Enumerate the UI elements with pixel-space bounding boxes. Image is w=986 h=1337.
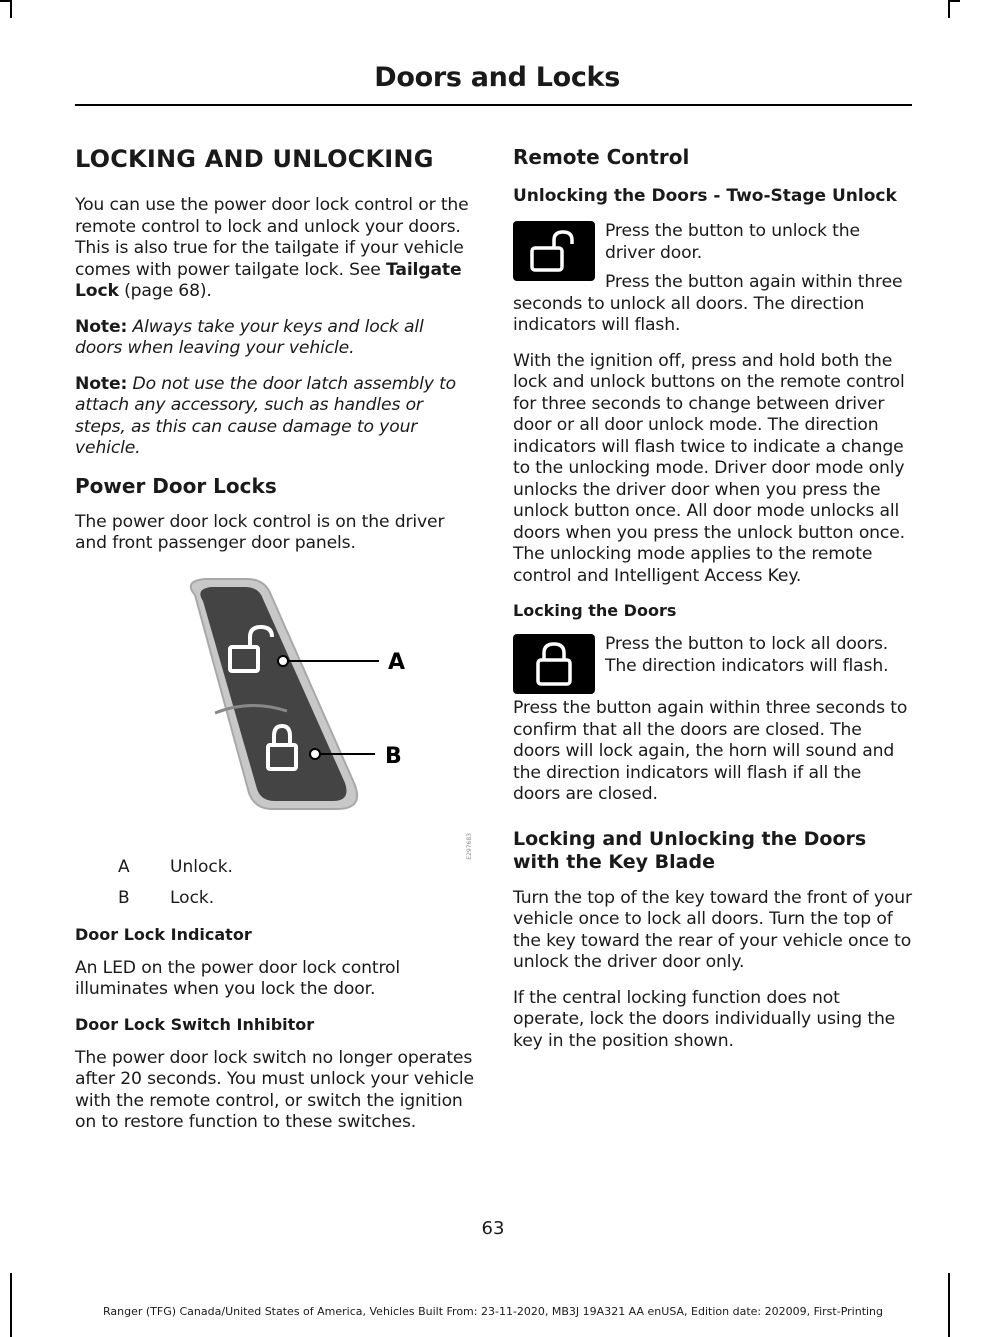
lock-icon (513, 634, 595, 694)
intro-paragraph: You can use the power door lock control or the remote control to lock and unlock your doors. This is also true for the tailgate if your vehicle comes with power tailgate lock. See Tailgate Lock (page 68). (75, 195, 469, 301)
unlock-text-3: With the ignition off, press and hold both the lock and unlock buttons on the remote control for three seconds to change between driver door or all door unlock mode. The direction indicators will flash twice to indicate a change to the unlocking mode. Driver door mode only unlocks the driver door when you press the unlock button once. All door mode unlocks all doors when you press the unlock button once. The unlocking mode applies to the remote control and Intelligent Access Key. (513, 350, 905, 586)
crop-mark (0, 0, 10, 2)
power-door-locks-text: The power door lock control is on the driver and front passenger door panels. (75, 511, 445, 553)
key-blade-heading: Locking and Unlocking the Doors with the Key Blade (513, 827, 867, 873)
unlock-text-1: Press the button to unlock the driver door. (605, 221, 860, 263)
unlock-block (513, 221, 913, 337)
lock-block (513, 634, 913, 677)
header-rule (75, 104, 912, 106)
crop-mark (10, 0, 12, 18)
switch-inhibitor-text: The power door lock switch no longer operates after 20 seconds. You must unlock your vehicle with the remote control, or switch the ignition on to restore function to these switches. (75, 1047, 474, 1132)
legend-row: B Lock. (118, 887, 215, 908)
remote-control-heading: Remote Control (513, 145, 690, 169)
legend-row: A Unlock. (118, 856, 233, 877)
page-header-title: Doors and Locks (374, 62, 620, 93)
label-b: B (385, 743, 402, 769)
locking-doors-heading: Locking the Doors (513, 601, 677, 620)
key-blade-text-2: If the central locking function does not operate, lock the doors individually using the key in the position shown. (513, 987, 896, 1051)
crop-mark (948, 0, 950, 18)
footer-edition-line: Ranger (TFG) Canada/United States of America, Vehicles Built From: 23-11-2020, MB3J 19A321 AA enUSA, Edition date: 202009, First-Printing (102, 1305, 884, 1318)
unlock-icon (513, 221, 595, 281)
door-lock-indicator-text: An LED on the power door lock control illuminates when you lock the door. (75, 957, 401, 999)
label-a: A (388, 649, 406, 675)
key-blade-text-1: Turn the top of the key toward the front of your vehicle once to lock all doors. Turn the top of the key toward the rear of your vehicle once to unlock the driver door only. (513, 887, 912, 972)
figure-code: E297683 (466, 832, 473, 860)
power-door-locks-heading: Power Door Locks (75, 473, 277, 498)
door-lock-switch-illustration (75, 573, 475, 860)
unlock-text-2: Press the button again within three seconds to unlock all doors. The direction indicators will flash. (513, 272, 903, 335)
page-number: 63 (481, 1218, 505, 1239)
note-2: Note: Do not use the door latch assembly to attach any accessory, such as handles or steps, as this can cause damage to your vehicle. (75, 373, 457, 458)
tailgate-lock-link[interactable]: Tailgate Lock (75, 259, 462, 301)
door-lock-indicator-heading: Door Lock Indicator (75, 924, 252, 944)
lock-text-1: Press the button to lock all doors. The direction indicators will flash. (605, 634, 889, 676)
door-lock-switch-figure (75, 573, 475, 860)
right-column (513, 145, 913, 1066)
crop-mark (950, 0, 960, 2)
lock-text-2: Press the button again within three seconds to confirm that all the doors are closed. The doors will lock again, the horn will sound and the direction indicators will flash if all the doors are closed. (513, 698, 908, 804)
two-stage-unlock-heading: Unlocking the Doors - Two-Stage Unlock (513, 186, 897, 206)
switch-inhibitor-heading: Door Lock Switch Inhibitor (75, 1014, 315, 1034)
note-1: Note: Always take your keys and lock all doors when leaving your vehicle. (75, 316, 424, 358)
left-column (75, 145, 475, 1148)
section-heading: LOCKING AND UNLOCKING (75, 145, 434, 173)
legend (75, 857, 475, 909)
